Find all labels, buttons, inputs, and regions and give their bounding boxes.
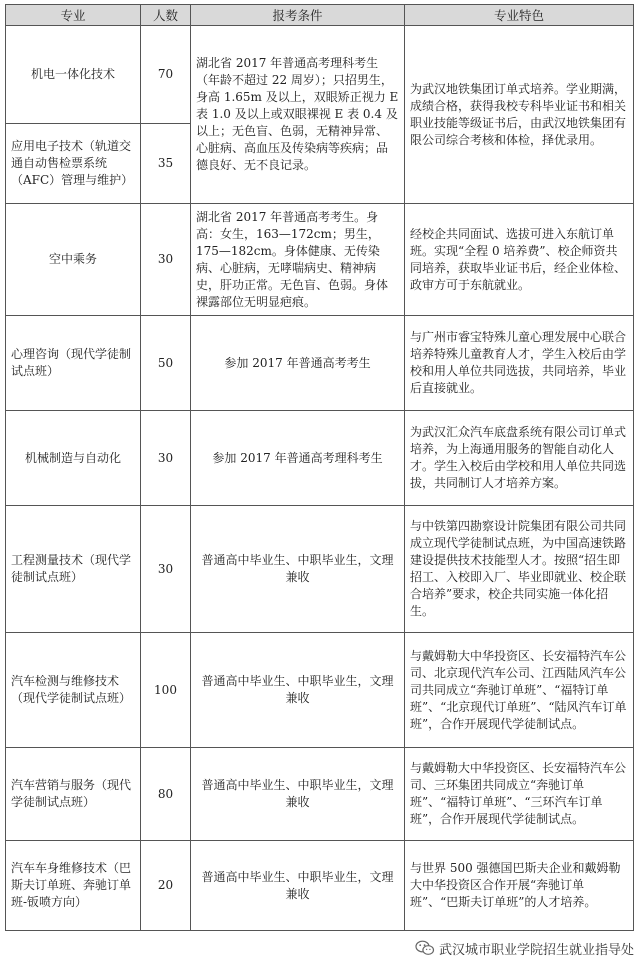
requirements-cell: 参加 2017 年普通高考理科考生 xyxy=(191,411,405,506)
major-cell: 心理咨询（现代学徒制试点班） xyxy=(6,316,141,411)
table-row xyxy=(6,506,634,633)
features-cell: 与广州市睿宝特殊儿童心理发展中心联合培养特殊儿童教育人才，学生入校后由学校和用人单位共同选拔，共同培养，毕业后直接就业。 xyxy=(405,316,634,411)
table-row xyxy=(6,411,634,506)
table-header-row xyxy=(6,5,634,26)
major-cell: 汽车检测与维修技术（现代学徒制试点班） xyxy=(6,633,141,748)
major-cell: 机械制造与自动化 xyxy=(6,411,141,506)
count-cell: 35 xyxy=(141,124,191,204)
requirements-cell: 参加 2017 年普通高考考生 xyxy=(191,316,405,411)
requirements-cell: 普通高中毕业生、中职毕业生，文理兼收 xyxy=(191,841,405,931)
features-cell: 与戴姆勒大中华投资区、长安福特汽车公司、北京现代汽车公司、江西陆风汽车公司共同成立“奔驰订单班”、“福特订单班”、“北京现代订单班”、“陆风汽车订单班”，合作开展现代学徒制试点。 xyxy=(405,633,634,748)
admissions-table xyxy=(5,4,634,931)
features-cell: 与戴姆勒大中华投资区、长安福特汽车公司、三环集团共同成立“奔驰订单班”、“福特订单班”、“三环汽车订单班”，合作开展现代学徒制试点。 xyxy=(405,748,634,841)
count-cell: 50 xyxy=(141,316,191,411)
count-cell: 70 xyxy=(141,26,191,124)
requirements-cell: 湖北省 2017 年普通高考考生。身高：女生，163—172cm；男生，175—182cm。身体健康、无传染病、心脏病，无哮喘病史、精神病史，肝功正常。无色盲、色弱。身体裸露部位无明显疤痕。 xyxy=(191,204,405,316)
features-cell: 为武汉地铁集团订单式培养。学业期满，成绩合格，获得我校专科毕业证书和相关职业技能等级证书后，由武汉地铁集团有限公司综合考核和体检，择优录用。 xyxy=(405,26,634,204)
table-row xyxy=(6,748,634,841)
major-cell: 工程测量技术（现代学徒制试点班） xyxy=(6,506,141,633)
features-cell: 与世界 500 强德国巴斯夫企业和戴姆勒大中华投资区合作开展“奔驰订单班”、“巴斯夫订单班”的人才培养。 xyxy=(405,841,634,931)
table-row xyxy=(6,841,634,931)
count-cell: 100 xyxy=(141,633,191,748)
count-cell: 30 xyxy=(141,204,191,316)
table-row xyxy=(6,316,634,411)
requirements-cell: 普通高中毕业生、中职毕业生，文理兼收 xyxy=(191,633,405,748)
header-requirements: 报考条件 xyxy=(191,5,405,26)
count-cell: 80 xyxy=(141,748,191,841)
header-count: 人数 xyxy=(141,5,191,26)
table-row xyxy=(6,26,634,124)
major-cell: 机电一体化技术 xyxy=(6,26,141,124)
features-cell: 与中铁第四勘察设计院集团有限公司共同成立现代学徒制试点班，为中国高速铁路建设提供技术技能型人才。按照“招生即招工、入校即入厂、毕业即就业、校企联合培养”要求，校企共同实施一体化招生。 xyxy=(405,506,634,633)
major-cell: 应用电子技术（轨道交通自动售检票系统（AFC）管理与维护） xyxy=(6,124,141,204)
features-cell: 为武汉汇众汽车底盘系统有限公司订单式培养，为上海通用服务的智能自动化人才。学生入校后由学校和用人单位共同选拔，共同制订人才培养方案。 xyxy=(405,411,634,506)
features-cell: 经校企共同面试、选拔可进入东航订单班。实现“全程 0 培养费”、校企师资共同培养，获取毕业证书后，经企业体检、政审方可于东航就业。 xyxy=(405,204,634,316)
count-cell: 30 xyxy=(141,506,191,633)
header-major: 专业 xyxy=(6,5,141,26)
major-cell: 空中乘务 xyxy=(6,204,141,316)
table-row xyxy=(6,633,634,748)
requirements-cell: 普通高中毕业生、中职毕业生，文理兼收 xyxy=(191,506,405,633)
count-cell: 20 xyxy=(141,841,191,931)
header-features: 专业特色 xyxy=(405,5,634,26)
table-row xyxy=(6,204,634,316)
wechat-icon xyxy=(415,940,435,956)
requirements-cell: 普通高中毕业生、中职毕业生，文理兼收 xyxy=(191,748,405,841)
major-cell: 汽车营销与服务（现代学徒制试点班） xyxy=(6,748,141,841)
count-cell: 30 xyxy=(141,411,191,506)
major-cell: 汽车车身维修技术（巴斯夫订单班、奔驰订单班-钣喷方向） xyxy=(6,841,141,931)
watermark-text: 武汉城市职业学院招生就业指导处 xyxy=(438,942,634,958)
watermark xyxy=(415,936,634,960)
requirements-cell: 湖北省 2017 年普通高考理科考生（年龄不超过 22 周岁）；只招男生，身高 1.65m 及以上，双眼矫正视力 E 表 1.0 及以上或双眼裸视 E 表 0.4 及以上；无色盲、色弱，无精神异常、心脏病、高血压及传染病等疾病；品德良好、无不良记录。 xyxy=(191,26,405,204)
